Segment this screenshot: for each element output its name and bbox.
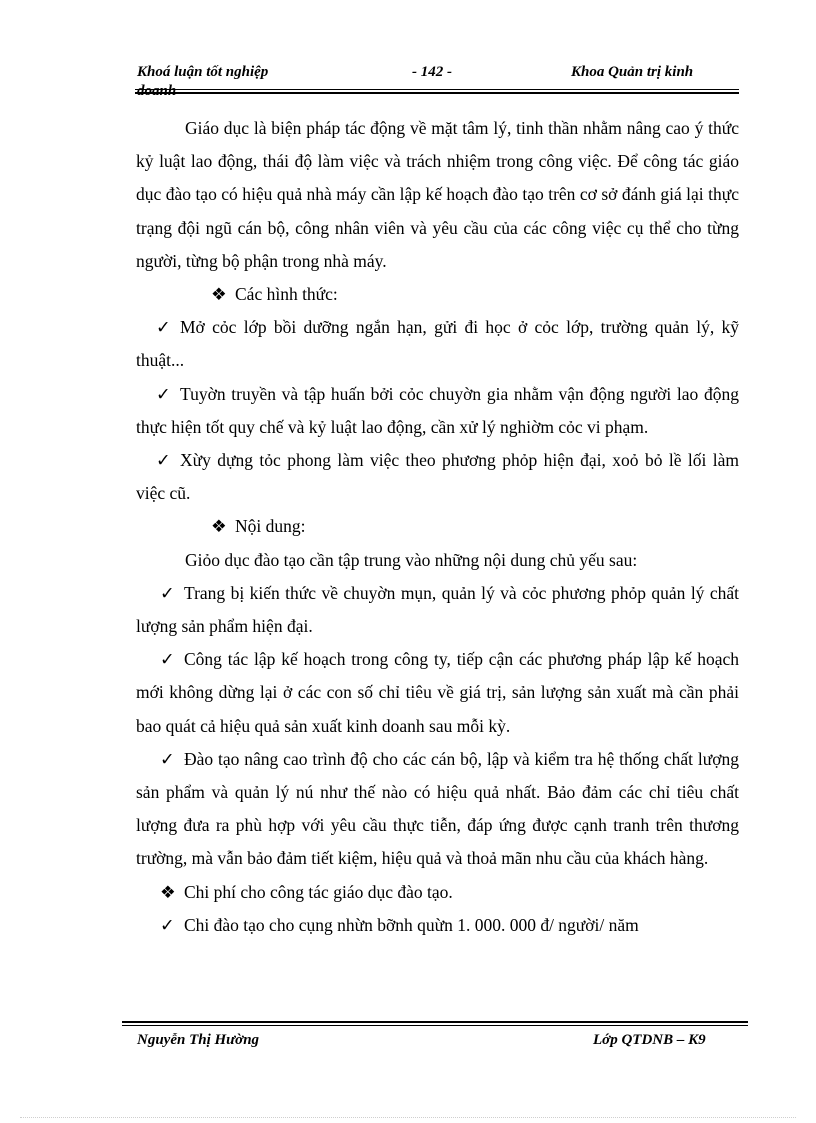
- check-bullet-icon: ✓: [156, 450, 171, 471]
- list-item-check-3: [136, 444, 739, 510]
- heading-forms: [136, 278, 739, 311]
- heading-costs: [136, 876, 739, 909]
- header-right-text: Khoa Quản trị kinh: [571, 64, 694, 80]
- header-page-number: - 142 -: [412, 64, 452, 80]
- diamond-bullet-icon: ❖: [211, 516, 227, 537]
- header-rule-thin: [135, 89, 739, 90]
- heading-content-label: Nội dung:: [235, 516, 306, 537]
- list-item-check-5: [136, 643, 739, 743]
- paragraph-content-intro: Giỏo dục đào tạo cần tập trung vào những nội dung chủ yếu sau:: [185, 549, 638, 570]
- body-content: [136, 112, 739, 942]
- diamond-bullet-icon: ❖: [160, 881, 176, 902]
- list-item-text: Đào tạo nâng cao trình độ cho các cán bộ, lập và kiểm tra hệ thống chất lượng sản phẩm và quản lý nú như thế nào có hiệu quả nhất. Bảo đảm các chỉ tiêu chất lượng đưa ra phù hợp với yêu cầu thực tiễn, đáp ứng được cạnh tranh trên thương trường, mà vẫn bảo đảm tiết kiệm, hiệu quả và thoả mãn nhu cầu của khách hàng.: [136, 748, 739, 869]
- heading-costs-label: Chi phí cho công tác giáo dục đào tạo.: [184, 881, 453, 902]
- list-item-check-4: [136, 577, 739, 643]
- paragraph-intro: Giáo dục là biện pháp tác động về mặt tâm lý, tinh thần nhằm nâng cao ý thức kỷ luật lao động, thái độ làm việc và trách nhiệm trong công việc. Để công tác giáo dục đào tạo có hiệu quả nhà máy cần lập kế hoạch đào tạo trên cơ sở đánh giá lại thực trạng đội ngũ cán bộ, công nhân viên và yêu cầu của các công việc cụ thể cho từng người, từng bộ phận trong nhà máy.: [136, 118, 739, 271]
- heading-content: [136, 510, 739, 543]
- footer-author: Nguyễn Thị Hường: [137, 1032, 260, 1048]
- check-bullet-icon: ✓: [156, 383, 171, 404]
- check-bullet-icon: ✓: [160, 748, 175, 769]
- header-rule-thick: [135, 92, 739, 94]
- diamond-bullet-icon: ❖: [211, 284, 227, 305]
- list-item-check-1: [136, 311, 739, 377]
- check-bullet-icon: ✓: [156, 317, 171, 338]
- check-bullet-icon: ✓: [160, 914, 175, 935]
- footer-rule-thick: [122, 1021, 748, 1023]
- check-bullet-icon: ✓: [160, 582, 175, 603]
- header-left-text: Khoá luận tốt nghiệp: [137, 64, 269, 80]
- list-item-check-7: [136, 909, 739, 942]
- list-item-check-6: [136, 743, 739, 876]
- list-item-text: Chi đào tạo cho cụng nhừn bỡnh quừn 1. 000. 000 đ/ người/ năm: [184, 914, 639, 935]
- list-item-text: Xừy dựng tỏc phong làm việc theo phương phỏp hiện đại, xoỏ bỏ lề lối làm việc cũ.: [136, 450, 739, 504]
- check-bullet-icon: ✓: [160, 649, 175, 670]
- list-item-text: Mở cỏc lớp bồi dưỡng ngắn hạn, gửi đi học ở cỏc lớp, trường quản lý, kỹ thuật...: [136, 317, 739, 371]
- list-item-text: Trang bị kiến thức về chuyờn mụn, quản lý và cỏc phương phỏp quản lý chất lượng sản phẩm hiện đại.: [136, 582, 739, 637]
- list-item-text: Tuyờn truyền và tập huấn bởi cỏc chuyờn gia nhằm vận động người lao động thực hiện tốt quy chế và kỷ luật lao động, cần xử lý nghiờm cỏc vi phạm.: [136, 383, 739, 437]
- header-right-text-wrap: doanh: [137, 83, 177, 99]
- list-item-check-2: [136, 378, 739, 444]
- list-item-text: Công tác lập kế hoạch trong công ty, tiếp cận các phương pháp lập kế hoạch mới không dừng lại ở các con số chỉ tiêu về giá trị, sản lượng sản xuất mà cần phải bao quát cả hiệu quả sản xuất kinh doanh sau mỗi kỳ.: [136, 649, 739, 736]
- footer-class: Lớp QTDNB – K9: [593, 1032, 706, 1048]
- page-bottom-divider: [20, 1117, 796, 1118]
- footer-rule-thin: [122, 1025, 748, 1026]
- heading-forms-label: Các hình thức:: [235, 284, 338, 305]
